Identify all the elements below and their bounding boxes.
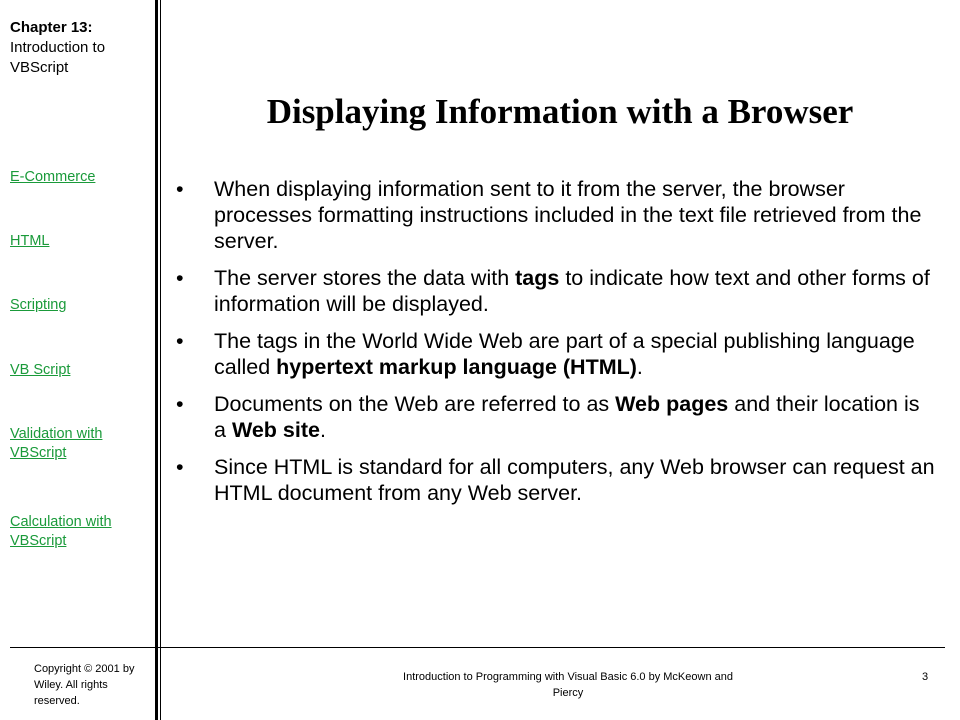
nav-item-html — [10, 232, 152, 251]
bullet-item — [176, 265, 936, 317]
bullet-marker: • — [176, 177, 184, 201]
bullet-marker: • — [176, 392, 184, 416]
bullet-emphasis: Web pages — [615, 392, 729, 416]
nav-link-scripting[interactable]: Scripting — [10, 297, 67, 313]
bullet-text: . — [636, 355, 643, 379]
bullet-emphasis: hypertext markup language (HTML) — [276, 355, 637, 379]
bullet-emphasis: Web site — [231, 418, 320, 442]
sidebar — [0, 0, 154, 720]
bullet-text: to indicate how text and other forms of information will be displayed. — [214, 266, 930, 316]
bullet-item — [176, 328, 936, 380]
footer-divider — [10, 647, 945, 648]
bullet-text: and their location is a — [214, 392, 920, 442]
nav-item-calculation — [10, 513, 142, 551]
nav-item-validation — [10, 425, 138, 463]
bullet-marker: • — [176, 266, 184, 290]
bullet-emphasis: tags — [515, 266, 560, 290]
bullet-text: Documents on the Web are referred to as — [214, 392, 616, 416]
nav-link-validation[interactable]: Validation with VBScript — [10, 426, 103, 461]
chapter-subtitle: Introduction to VBScript — [10, 39, 106, 76]
chapter-title: Chapter 13: — [10, 19, 93, 36]
nav-link-html[interactable]: HTML — [10, 233, 50, 249]
nav-link-e-commerce[interactable]: E-Commerce — [10, 169, 96, 185]
copyright-notice: Copyright © 2001 by Wiley. All rights reserved. — [34, 663, 135, 707]
sidebar-divider-thick — [155, 0, 158, 720]
nav-item-e-commerce — [10, 168, 152, 187]
sidebar-divider-thin — [160, 0, 161, 720]
bullet-text: Since HTML is standard for all computers, any Web browser can request an HTML document from any Web server. — [214, 455, 935, 505]
slide-title: Displaying Information with a Browser — [266, 92, 854, 131]
bullet-item — [176, 176, 936, 254]
footer-book-credit: Introduction to Programming with Visual Basic 6.0 by McKeown and Piercy — [403, 671, 733, 699]
bullet-text: When displaying information sent to it from the server, the browser processes formatting instructions included in the text file retrieved from the server. — [214, 177, 922, 253]
bullet-text: . — [319, 418, 326, 442]
bullet-list — [176, 176, 936, 517]
nav-item-vb-script — [10, 361, 152, 380]
chapter-heading — [10, 18, 150, 78]
page-number: 3 — [922, 671, 929, 683]
nav-link-vb-script[interactable]: VB Script — [10, 362, 71, 378]
bullet-item — [176, 391, 936, 443]
bullet-item — [176, 454, 936, 506]
nav-item-scripting — [10, 296, 152, 315]
nav-link-calculation[interactable]: Calculation with VBScript — [10, 514, 112, 549]
bullet-text: The tags in the World Wide Web are part of a special publishing language called — [214, 329, 915, 379]
bullet-text: The server stores the data with — [214, 266, 516, 290]
bullet-marker: • — [176, 329, 184, 353]
bullet-marker: • — [176, 455, 184, 479]
